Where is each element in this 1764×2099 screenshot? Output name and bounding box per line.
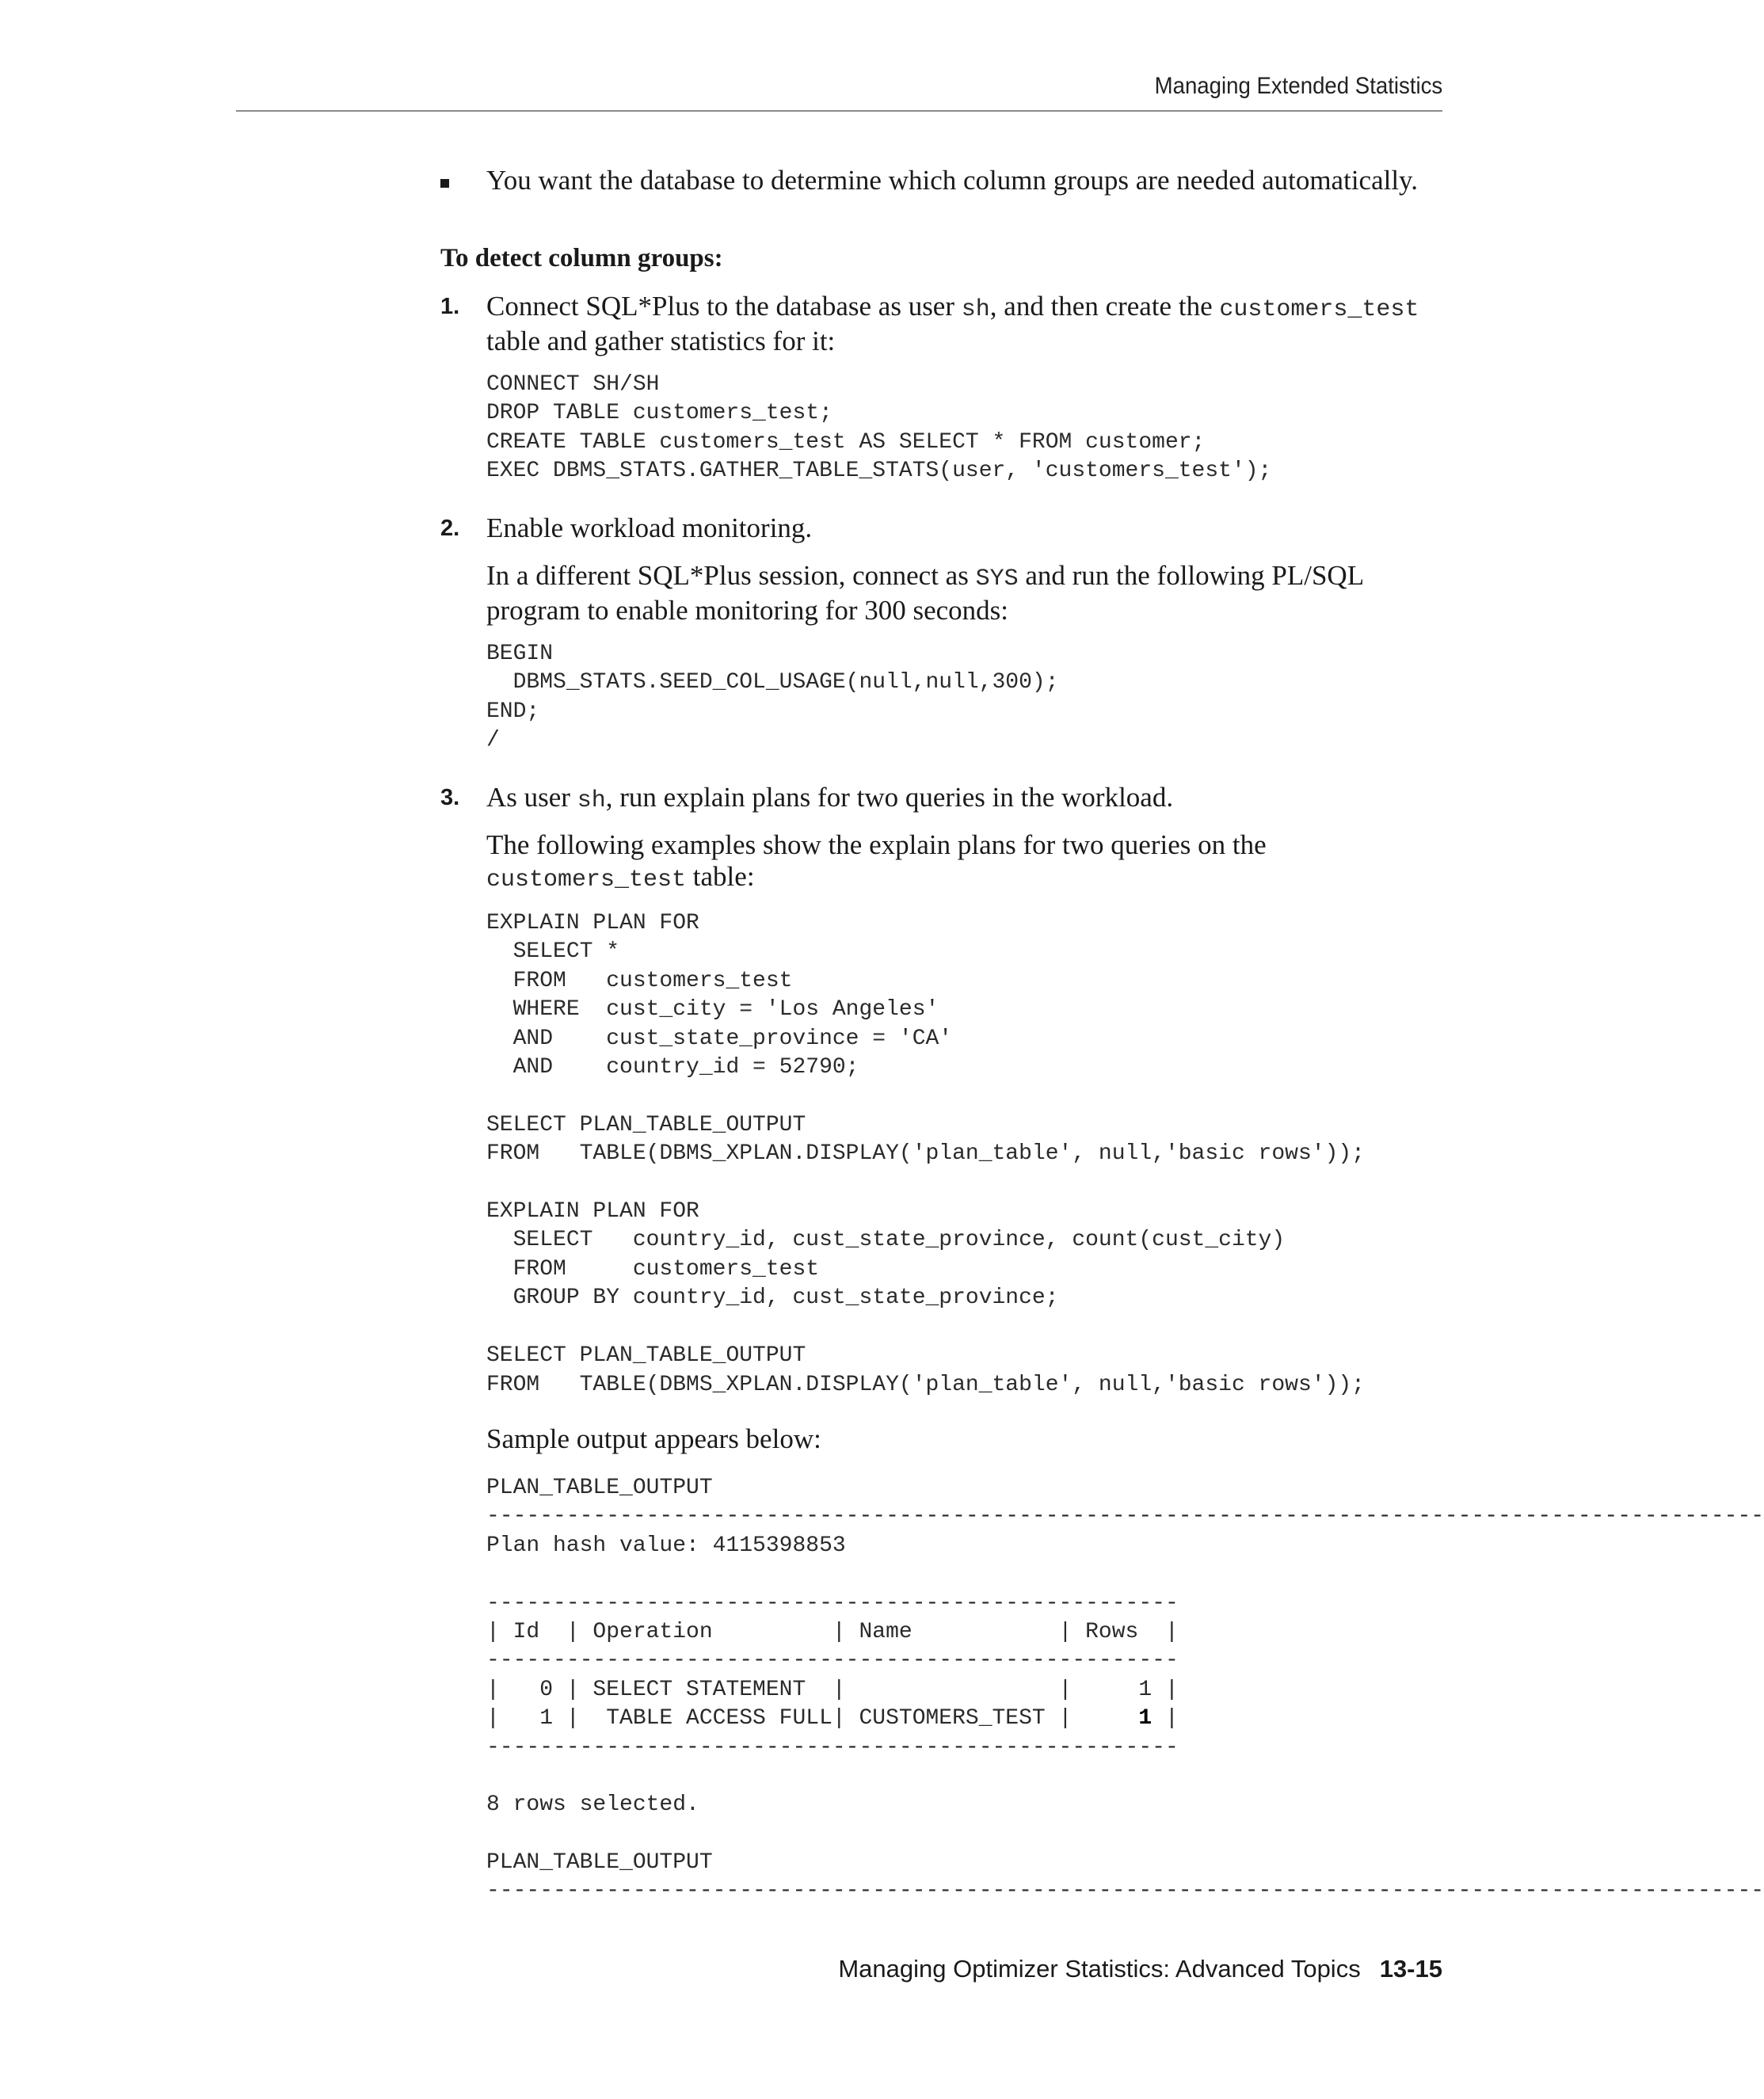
step-3-text: As user sh, run explain plans for two queries in the workload. [486, 782, 1174, 814]
step-2-code: BEGIN DBMS_STATS.SEED_COL_USAGE(null,null,300); END; / [486, 642, 1059, 753]
step-2-paragraph: In a different SQL*Plus session, connect as SYS and run the following PL/SQL program to enable monitoring for 300 seconds: [486, 560, 1363, 626]
step-1-code: CONNECT SH/SH DROP TABLE customers_test; CREATE TABLE customers_test AS SELECT * FROM customer; EXEC DBMS_STATS.GATHER_TABLE_STATS(user, 'customers_test'); [486, 372, 1272, 484]
blank-line [486, 1820, 1442, 1849]
step-1-number: 1. [440, 294, 460, 319]
step-3-number: 3. [440, 785, 460, 810]
dash-rule-long: ------------------------------------------------------------------------------------------------ [486, 1879, 1764, 1904]
step-2-number: 2. [440, 516, 460, 541]
step-3-code: EXPLAIN PLAN FOR SELECT * FROM customers_test WHERE cust_city = 'Los Angeles' AND cust_state_province = 'CA' AND country_id = 52790; SELECT PLAN_TABLE_OUTPUT FROM TABLE(DBMS_XPLAN.DISPLAY('plan_table', null,'basic rows')); EXPLAIN PLAN FOR SELECT country_id, cust_state_province, count(cust_city) FROM customers_test GROUP BY country_id, cust_state_province; SELECT PLAN_TABLE_OUTPUT FROM TABLE(DBMS_XPLAN.DISPLAY('plan_table', null,'basic rows')); [486, 911, 1365, 1397]
blank-line [486, 1762, 1442, 1791]
plan-table-row: | 0 | SELECT STATEMENT | | 1 | [486, 1677, 1179, 1702]
step-1-text: Connect SQL*Plus to the database as user sh, and then create the customers_test table and gather statistics for it: [486, 291, 1419, 356]
dash-rule-long: ------------------------------------------------------------------------------------------------ [486, 1504, 1764, 1529]
step-3-paragraph: The following examples show the explain plans for two queries on the customers_test table: [486, 829, 1267, 893]
footer-title: Managing Optimizer Statistics: Advanced Topics [838, 1955, 1361, 1983]
sample-output-intro: Sample output appears below: [486, 1423, 821, 1454]
bullet-square-icon [440, 179, 449, 188]
bullet-text: You want the database to determine which column groups are needed automatically. [486, 165, 1419, 196]
page-number: 13-15 [1379, 1955, 1442, 1983]
dash-rule-short: ---------------------------------------------------- [486, 1590, 1179, 1616]
running-header: Managing Extended Statistics [1154, 73, 1442, 99]
plan-heading-1: PLAN_TABLE_OUTPUT [486, 1476, 713, 1500]
plan-table-row: | 1 | TABLE ACCESS FULL| CUSTOMERS_TEST | 1 | [486, 1706, 1179, 1731]
plan-heading-2: PLAN_TABLE_OUTPUT [486, 1850, 713, 1876]
plan-hash: Plan hash value: 4115398853 [486, 1533, 846, 1558]
header-rule [236, 110, 1442, 112]
plan-output [486, 1474, 1764, 1907]
rows-selected: 8 rows selected. [486, 1792, 699, 1818]
page-footer [838, 1955, 1442, 1983]
plan-table-header: | Id | Operation | Name | Rows | [486, 1619, 1179, 1644]
dash-rule-short: ---------------------------------------------------- [486, 1735, 1179, 1760]
dash-rule-short: ---------------------------------------------------- [486, 1648, 1179, 1674]
section-heading: To detect column groups: [440, 244, 723, 272]
blank-line [486, 1560, 1442, 1589]
step-2-text: Enable workload monitoring. [486, 512, 813, 543]
